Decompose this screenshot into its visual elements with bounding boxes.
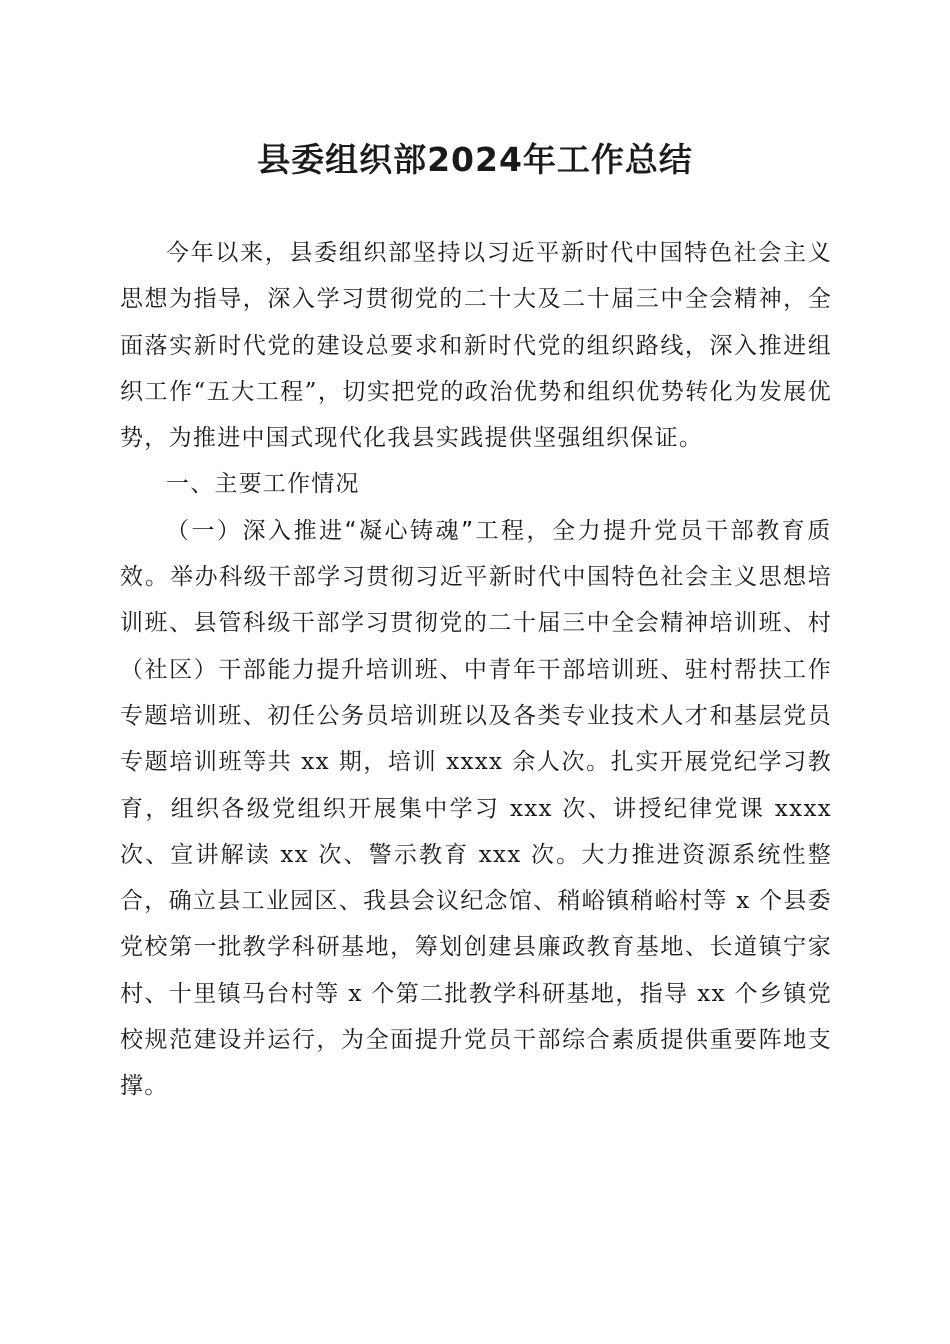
- subsection-paragraph-1: [120, 508, 832, 1110]
- subsection-body-1: 举办科级干部学习贯彻习近平新时代中国特色社会主义思想培训班、县管科级干部学习贯彻党的二十届三中全会精神培训班、村（社区）干部能力提升培训班、中青年干部培训班、驻村帮扶工作专题培训班、初任公务员培训班以及各类专业技术人才和基层党员专题培训班等共 xx 期，培训 xxxx 余人次。扎实开展党纪学习教育，组织各级党组织开展集中学习 xxx 次、讲授纪律党课 xxxx 次、宣讲解读 xx 次、警示教育 xxx 次。大力推进资源系统性整合，确立县工业园区、我县会议纪念馆、稍峪镇稍峪村等 x 个县委党校第一批教学科研基地，筹划创建县廉政教育基地、长道镇宁家村、十里镇马台村等 x 个第二批教学科研基地，指导 xx 个乡镇党校规范建设并运行，为全面提升党员干部综合素质提供重要阵地支撑。: [120, 564, 832, 1100]
- subsection-heading-1: （一）深入推进“凝心铸魂”工程，全力提升党员干部教育质效。: [120, 517, 832, 591]
- section-heading-main-work: 一、主要工作情况: [166, 471, 360, 498]
- document-title: 县委组织部2024年工作总结: [257, 140, 693, 179]
- document-body: [120, 230, 832, 1110]
- intro-paragraph: 今年以来，县委组织部坚持以习近平新时代中国特色社会主义思想为指导，深入学习贯彻党的二十大及二十届三中全会精神，全面落实新时代党的建设总要求和新时代党的组织路线，深入推进组织工作“五大工程”，切实把党的政治优势和组织优势转化为发展优势，为推进中国式现代化我县实践提供坚强组织保证。: [120, 240, 832, 452]
